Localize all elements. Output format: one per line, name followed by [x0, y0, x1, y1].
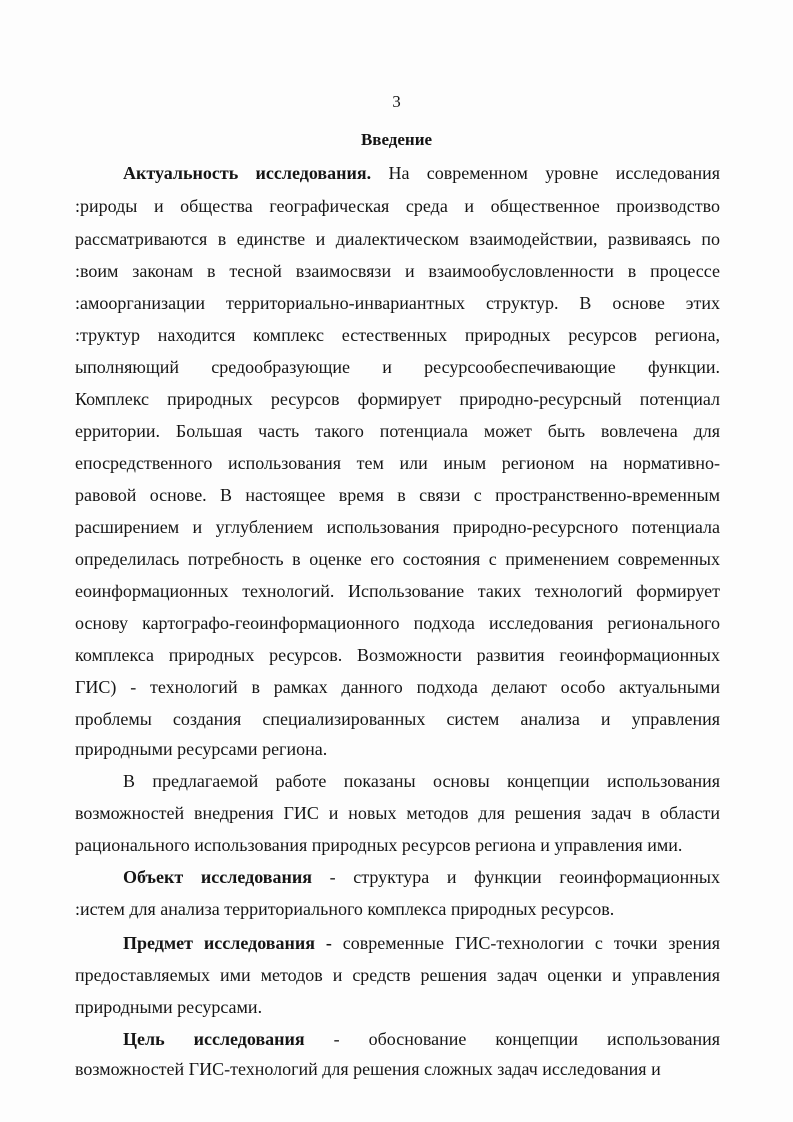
paragraph-1-line-6: :труктур находится комплекс естественных природных ресурсов региона, [75, 325, 720, 345]
paragraph-3-line-1-rest: - структура и функции геоинформационных [311, 867, 720, 887]
paragraph-5-line-1 [123, 1028, 720, 1050]
paragraph-1-line-10: епосредственного использования тем или иным регионом на нормативно- [75, 453, 720, 473]
paragraph-1-line-5: :амоорганизации территориально-инвариантных структур. В основе этих [75, 293, 720, 313]
paragraph-1-line-17: ГИС) - технологий в рамках данного подхода делают особо актуальными [75, 677, 720, 697]
paragraph-1-line-4: :воим законам в тесной взаимосвязи и взаимообусловленности в процессе [75, 261, 720, 281]
paragraph-5-line-2: возможностей ГИС-технологий для решения сложных задач исследования и [75, 1059, 661, 1079]
page-number: 3 [392, 92, 401, 111]
paragraph-1-line-8: Комплекс природных ресурсов формирует природно-ресурсный потенциал [75, 389, 720, 409]
paragraph-5-lead: Цель исследования [123, 1029, 305, 1049]
paragraph-1-line-7: ыполняющий средообразующие и ресурсообеспечивающие функции. [75, 357, 720, 377]
paragraph-1-line-9: ерритории. Большая часть такого потенциала может быть вовлечена для [75, 421, 720, 441]
paragraph-4-line-3: природными ресурсами. [75, 997, 263, 1017]
paragraph-1-line-13: определилась потребность в оценке его состояния с применением современных [75, 549, 720, 569]
section-heading: Введение [360, 130, 433, 149]
paragraph-1-line-12: расширением и углублением использования природно-ресурсного потенциала [75, 517, 720, 537]
paragraph-3-line-1 [123, 866, 720, 888]
paragraph-1-line-1 [123, 162, 720, 184]
paragraph-2-line-2: возможностей внедрения ГИС и новых методов для решения задач в области [75, 803, 720, 823]
paragraph-1-line-2: :рироды и общества географическая среда и общественное производство [75, 196, 720, 216]
paragraph-4-line-1-rest: современные ГИС-технологии с точки зрения [331, 933, 720, 953]
paragraph-1-line-18: проблемы создания специализированных систем анализа и управления [75, 709, 720, 729]
paragraph-1-line-14: еоинформационных технологий. Использование таких технологий формирует [75, 581, 720, 601]
paragraph-4-lead: Предмет исследования - [123, 933, 332, 953]
paragraph-3-lead: Объект исследования [123, 867, 312, 887]
paragraph-1-line-1-rest: На современном уровне исследования [371, 163, 720, 183]
paragraph-3-line-2: :истем для анализа территориального комплекса природных ресурсов. [75, 899, 615, 919]
paragraph-1-lead: Актуальность исследования. [123, 163, 372, 183]
paragraph-1-line-15: основу картографо-геоинформационного подхода исследования регионального [75, 613, 720, 633]
paragraph-2-line-3: рационального использования природных ресурсов региона и управления ими. [75, 835, 683, 855]
paragraph-4-line-1 [123, 932, 720, 954]
paragraph-5-line-1-rest: - обоснование концепции использования [304, 1029, 720, 1049]
paragraph-1-line-11: равовой основе. В настоящее время в связи с пространственно-временным [75, 485, 720, 505]
paragraph-4-line-2: предоставляемых ими методов и средств решения задач оценки и управления [75, 965, 720, 985]
paragraph-1-line-16: комплекса природных ресурсов. Возможности развития геоинформационных [75, 645, 720, 665]
paragraph-1-line-3: рассматриваются в единстве и диалектическом взаимодействии, развиваясь по [75, 229, 720, 249]
paragraph-1-line-19: природными ресурсами региона. [75, 739, 328, 759]
paragraph-2-line-1: В предлагаемой работе показаны основы концепции использования [123, 771, 720, 791]
